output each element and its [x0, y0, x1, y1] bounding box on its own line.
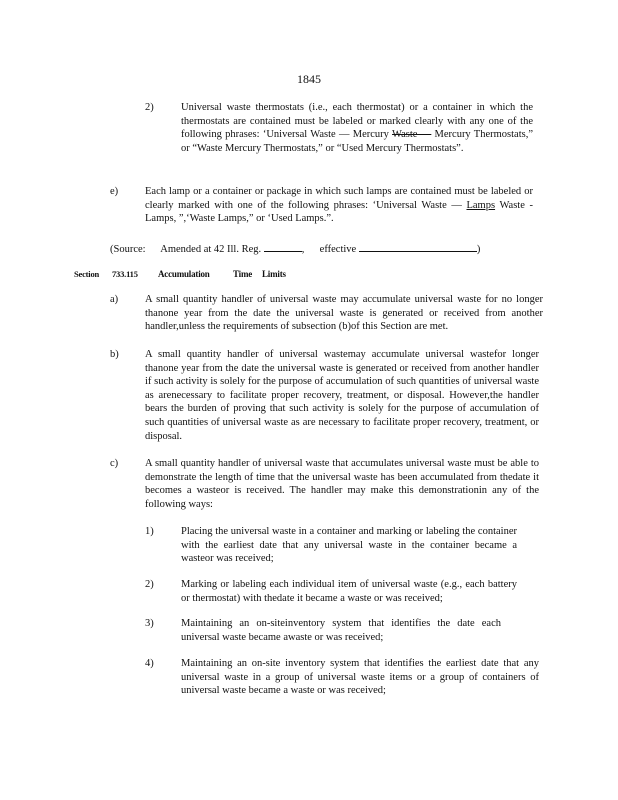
- item-b-label: b): [110, 349, 119, 360]
- section-word: Section: [74, 269, 100, 279]
- sub-1-label: 1): [145, 526, 154, 537]
- item-2-text: [181, 101, 533, 155]
- sub-4-text: Maintaining an on-site inventory system that identifies the earliest date that any universal waste in a group of universal waste items or a group of containers of universal waste became a waste or was received;: [181, 658, 539, 697]
- section-title-2: Time: [233, 269, 253, 279]
- item-e-text-after: Waste -Lamps, ”,‘Waste Lamps,” or ‘Used Lamps.”.: [145, 199, 533, 225]
- sub-1-text: Placing the universal waste in a container and marking or labeling the container with the earliest date that any universal waste in the container became a wasteor was received;: [181, 526, 517, 565]
- sub-2-label: 2): [145, 579, 154, 590]
- register-page-blank: [264, 241, 302, 252]
- source-close: ): [476, 244, 481, 255]
- sub-3-text: Maintaining an on-siteinventory system that identifies the date each universal waste became awaste or was received;: [181, 618, 501, 643]
- item-e-text-before: Each lamp or a container or package in which such lamps are contained must be labeled or clearly marked with one of the following phrases: ‘Universal Waste —: [145, 186, 533, 211]
- source-amended: Amended at 42 Ill. Reg.: [160, 244, 262, 255]
- item-e-underlined: Lamps: [466, 199, 496, 211]
- item-2-struck-text: Waste —: [392, 129, 432, 141]
- item-b-text: A small quantity handler of universal wastemay accumulate universal wastefor longer thanone year from the date the universal waste is generated or received from another handler if such activity is solely for the purpose of accumulation of such quantities of universal waste as arenecessary to facilitate proper recovery, treatment, or disposal. However,the handler bears the burden of proving that such activity is solely for the purpose of accumulation of such quantities of universal waste as are necessary to facilitate proper recovery, treatment, or disposal.: [145, 349, 539, 442]
- section-title-3: Limits: [262, 269, 286, 279]
- effective-date-blank: [359, 241, 477, 252]
- item-e-label: e): [110, 186, 119, 197]
- section-number: 733.115: [112, 269, 138, 279]
- item-a-label: a): [110, 294, 119, 305]
- item-2-text-before: Universal waste thermostats (i.e., each thermostat) or a container in which the thermostats are contained must be labeled or marked clearly with any one of the following phrases: ‘Universal Waste — Mercury: [181, 102, 533, 141]
- item-a-text: A small quantity handler of universal waste may accumulate universal waste for no longer thanone year from the date the universal waste is generated or received from another handler,unless the requirements of subsection (b)of this Section are met.: [145, 294, 543, 333]
- item-c-text: A small quantity handler of universal waste that accumulates universal waste must be able to demonstrate the length of time that the universal waste has been accumulated from thedate it becomes a wasteor is received. The handler may make this demonstrationin any of the following ways:: [145, 458, 539, 510]
- item-2-text-after: Mercury Thermostats,” or “Waste Mercury Thermostats,” or “Used Mercury Thermostats”.: [181, 129, 533, 154]
- source-effective: effective: [319, 244, 357, 255]
- item-e-text: [145, 185, 533, 226]
- sub-2-text: Marking or labeling each individual item of universal waste (e.g., each battery or thermostat) with thedate it became a waste or was received;: [181, 579, 517, 604]
- source-note: [110, 241, 550, 257]
- sub-3-label: 3): [145, 618, 154, 629]
- source-prefix: (Source:: [110, 244, 146, 255]
- source-comma: ,: [301, 244, 305, 255]
- page-number: 1845: [297, 72, 321, 86]
- item-2-label: 2): [145, 102, 154, 113]
- section-title-1: Accumulation: [158, 269, 210, 279]
- sub-4-label: 4): [145, 658, 154, 669]
- item-c-label: c): [110, 458, 119, 469]
